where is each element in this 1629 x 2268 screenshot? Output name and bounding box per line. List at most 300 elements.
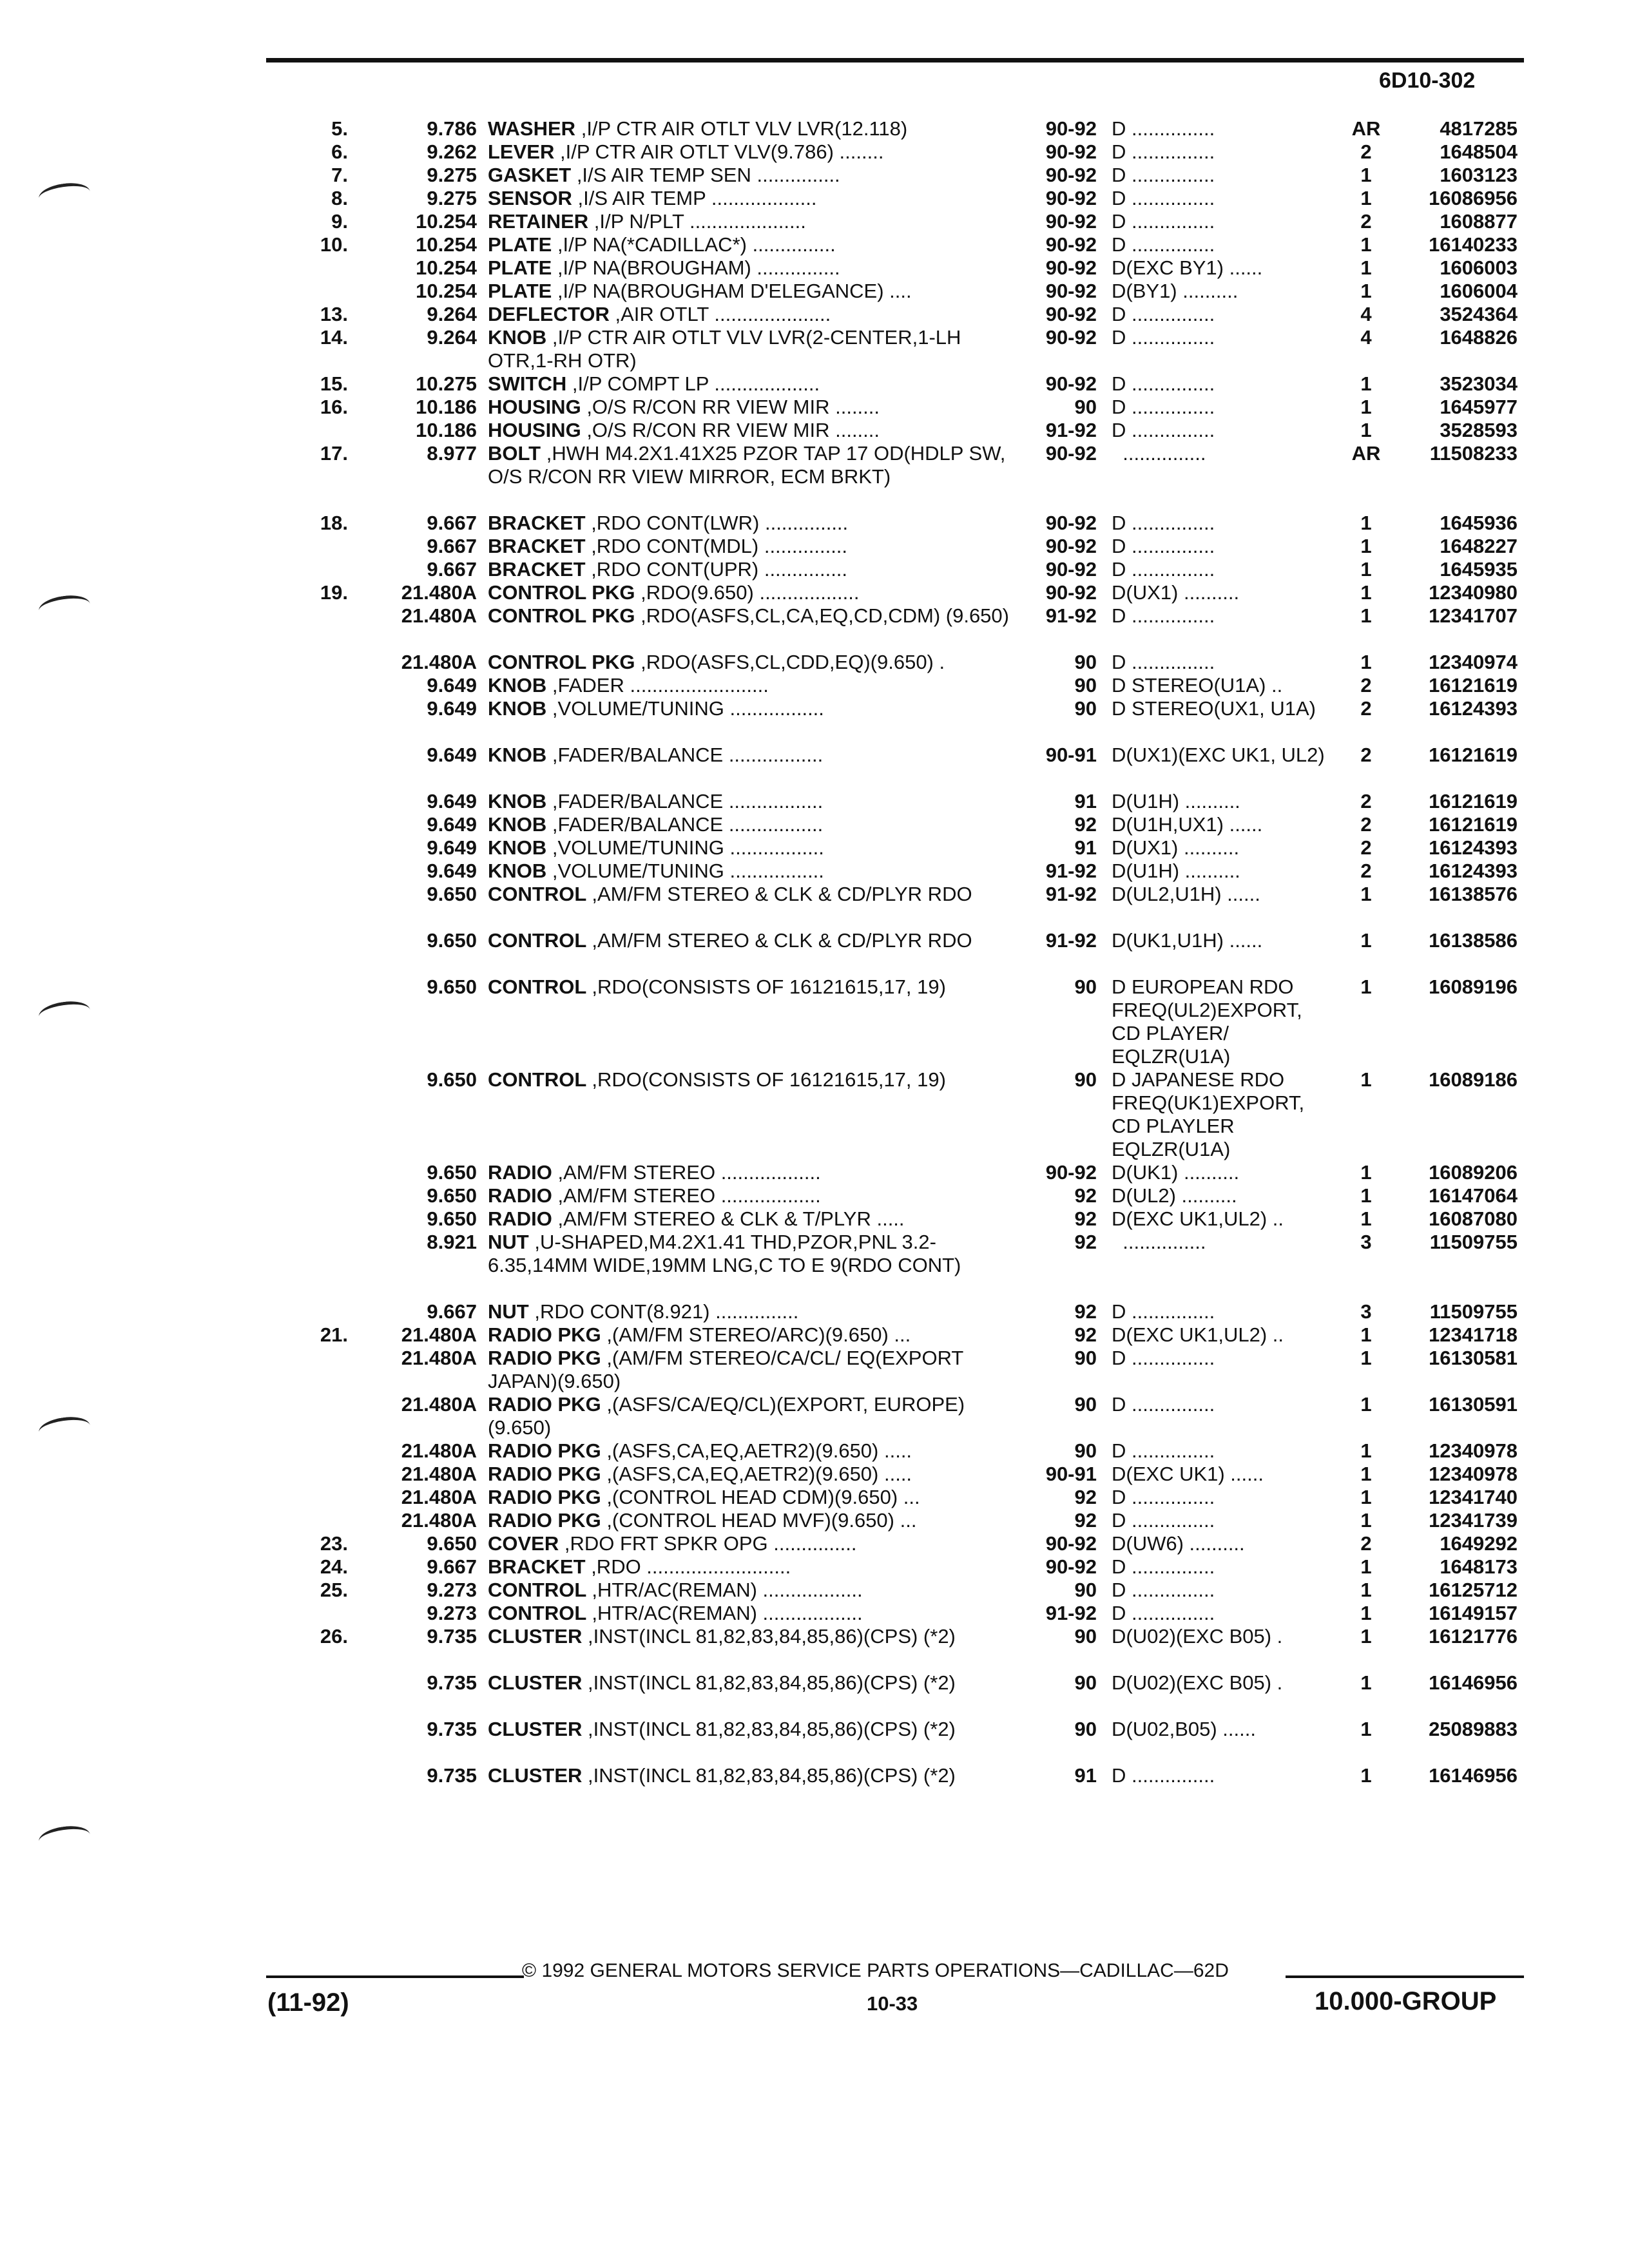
usage-code: D ............... <box>1112 419 1215 441</box>
usage-code: D ............... <box>1112 1486 1215 1508</box>
usage-code: D ............... <box>1112 396 1215 418</box>
quantity: 1 <box>1360 883 1372 905</box>
group-number: 9.275 <box>427 164 477 186</box>
part-row <box>0 1323 1629 1347</box>
part-description <box>488 558 1016 581</box>
part-detail: ,HTR/AC(REMAN) .................. <box>592 1602 863 1624</box>
part-name: GASKET <box>488 164 572 186</box>
part-description <box>488 813 1016 836</box>
quantity: 2 <box>1360 674 1372 697</box>
group-number: 9.275 <box>427 187 477 209</box>
part-name: BRACKET <box>488 1555 586 1578</box>
part-name: PLATE <box>488 233 552 256</box>
part-number: 16087080 <box>1429 1207 1518 1230</box>
group-number: 9.649 <box>427 836 477 859</box>
quantity: 2 <box>1360 744 1372 766</box>
part-detail: ,RDO FRT SPKR OPG ............... <box>564 1532 857 1555</box>
part-description <box>488 372 1016 396</box>
part-description <box>488 1300 1016 1323</box>
group-number: 21.480A <box>401 1347 477 1369</box>
model-years: 90 <box>1074 1579 1097 1601</box>
model-years: 90-92 <box>1045 117 1097 140</box>
usage-code: D ............... <box>1112 1509 1215 1532</box>
part-name: PLATE <box>488 280 552 302</box>
part-number: 16149157 <box>1429 1602 1518 1624</box>
group-number: 9.649 <box>427 674 477 697</box>
part-description <box>488 1486 1016 1509</box>
quantity: 2 <box>1360 697 1372 720</box>
group-number: 9.273 <box>427 1579 477 1601</box>
model-years: 91-92 <box>1045 604 1097 627</box>
group-number: 9.649 <box>427 790 477 812</box>
part-name: HOUSING <box>488 419 581 441</box>
group-number: 9.650 <box>427 1532 477 1555</box>
part-name: SWITCH <box>488 372 567 395</box>
model-years: 90 <box>1074 674 1097 697</box>
group-number: 9.735 <box>427 1625 477 1648</box>
part-row <box>0 233 1629 256</box>
model-years: 90 <box>1074 1393 1097 1416</box>
quantity: 1 <box>1360 1602 1372 1624</box>
part-number: 16124393 <box>1429 697 1518 720</box>
model-years: 91-92 <box>1045 929 1097 952</box>
item-number: 8. <box>331 187 348 209</box>
model-years: 92 <box>1074 1207 1097 1230</box>
item-number: 18. <box>320 512 348 534</box>
part-detail: ,O/S R/CON RR VIEW MIR ........ <box>586 396 880 418</box>
group-number: 9.667 <box>427 1300 477 1323</box>
part-name: SENSOR <box>488 187 572 209</box>
part-row <box>0 1207 1629 1231</box>
part-number: 1648826 <box>1440 326 1518 349</box>
quantity: 2 <box>1360 813 1372 836</box>
part-number: 16124393 <box>1429 836 1518 859</box>
footer-copyright: © 1992 GENERAL MOTORS SERVICE PARTS OPERATIONS—CADILLAC—62D <box>522 1960 1229 1981</box>
quantity: 1 <box>1360 1509 1372 1532</box>
usage-code: D ............... <box>1112 558 1215 581</box>
part-detail: ,AM/FM STEREO .................. <box>557 1161 821 1184</box>
usage-code: ............... <box>1112 1231 1206 1253</box>
part-detail: ,(AM/FM STEREO/ARC)(9.650) ... <box>606 1323 911 1346</box>
usage-code: D ............... <box>1112 1439 1215 1462</box>
usage-code: D ............... <box>1112 210 1215 233</box>
part-row <box>0 883 1629 929</box>
part-number: 12340978 <box>1429 1463 1518 1485</box>
part-row <box>0 581 1629 604</box>
part-detail: ,I/P CTR AIR OTLT VLV LVR(2-CENTER,1-LH OTR,1-RH OTR) <box>488 326 967 372</box>
part-detail: ,U-SHAPED,M4.2X1.41 THD,PZOR,PNL 3.2-6.35,14MM WIDE,19MM LNG,C TO E 9(RDO CONT) <box>488 1231 961 1276</box>
part-detail: ,I/S AIR TEMP SEN ............... <box>576 164 840 186</box>
part-detail: ,AM/FM STEREO & CLK & CD/PLYR RDO <box>592 883 972 905</box>
part-description <box>488 1625 1016 1648</box>
part-detail: ,O/S R/CON RR VIEW MIR ........ <box>586 419 880 441</box>
part-detail: ,INST(INCL 81,82,83,84,85,86)(CPS) (*2) <box>588 1671 956 1694</box>
quantity: 1 <box>1360 1463 1372 1485</box>
part-name: KNOB <box>488 860 547 882</box>
model-years: 92 <box>1074 813 1097 836</box>
part-name: RADIO <box>488 1207 552 1230</box>
part-number: 1649292 <box>1440 1532 1518 1555</box>
part-detail: ,(CONTROL HEAD CDM)(9.650) ... <box>606 1486 920 1508</box>
model-years: 91 <box>1074 1764 1097 1787</box>
usage-code: D ............... <box>1112 140 1215 163</box>
quantity: 1 <box>1360 558 1372 581</box>
part-name: KNOB <box>488 697 547 720</box>
usage-code: D ............... <box>1112 117 1215 140</box>
part-number: 16146956 <box>1429 1671 1518 1694</box>
part-name: BRACKET <box>488 558 586 581</box>
part-row <box>0 210 1629 233</box>
part-description <box>488 1555 1016 1579</box>
part-detail: ,HTR/AC(REMAN) .................. <box>592 1579 863 1601</box>
usage-code: D(UX1) .......... <box>1112 581 1240 604</box>
model-years: 90 <box>1074 1671 1097 1694</box>
group-number: 21.480A <box>401 581 477 604</box>
part-row <box>0 396 1629 419</box>
group-number: 9.667 <box>427 535 477 557</box>
quantity: 1 <box>1360 256 1372 279</box>
part-number: 1645935 <box>1440 558 1518 581</box>
usage-code: D ............... <box>1112 326 1215 349</box>
group-number: 10.275 <box>416 372 477 395</box>
part-number: 1645936 <box>1440 512 1518 534</box>
part-row <box>0 975 1629 1068</box>
part-name: DEFLECTOR <box>488 303 610 325</box>
part-row <box>0 1161 1629 1184</box>
usage-code: D EUROPEAN RDO FREQ(UL2)EXPORT, CD PLAYER/ EQLZR(U1A) <box>1112 975 1308 1068</box>
part-row <box>0 326 1629 372</box>
part-description <box>488 836 1016 860</box>
model-years: 91-92 <box>1045 883 1097 905</box>
part-name: NUT <box>488 1300 529 1323</box>
model-years: 90 <box>1074 651 1097 673</box>
quantity: 1 <box>1360 280 1372 302</box>
model-years: 92 <box>1074 1184 1097 1207</box>
quantity: 1 <box>1360 512 1372 534</box>
part-name: CLUSTER <box>488 1625 583 1648</box>
part-name: RADIO <box>488 1161 552 1184</box>
part-detail: ,VOLUME/TUNING ................. <box>552 836 824 859</box>
part-detail: ,RDO CONT(UPR) ............... <box>591 558 848 581</box>
group-number: 9.649 <box>427 744 477 766</box>
part-number: 16089186 <box>1429 1068 1518 1091</box>
group-number: 10.254 <box>416 256 477 279</box>
group-number: 9.650 <box>427 1184 477 1207</box>
part-row <box>0 558 1629 581</box>
part-number: 16121619 <box>1429 790 1518 812</box>
part-row <box>0 140 1629 164</box>
page-id: 6D10-302 <box>1379 68 1476 93</box>
group-number: 9.650 <box>427 929 477 952</box>
part-description <box>488 1161 1016 1184</box>
part-row <box>0 860 1629 883</box>
part-row <box>0 303 1629 326</box>
part-row <box>0 929 1629 975</box>
model-years: 90-92 <box>1045 1532 1097 1555</box>
quantity: 4 <box>1360 303 1372 325</box>
part-row <box>0 1602 1629 1625</box>
part-description <box>488 535 1016 558</box>
part-name: BRACKET <box>488 512 586 534</box>
part-description <box>488 929 1016 952</box>
quantity: 1 <box>1360 1207 1372 1230</box>
usage-code: D(EXC UK1,UL2) .. <box>1112 1323 1284 1346</box>
quantity: 1 <box>1360 1393 1372 1416</box>
part-description <box>488 1068 1016 1091</box>
model-years: 91-92 <box>1045 419 1097 441</box>
usage-code: D(UX1) .......... <box>1112 836 1240 859</box>
part-description <box>488 210 1016 233</box>
part-row <box>0 1671 1629 1718</box>
model-years: 90 <box>1074 396 1097 418</box>
part-row <box>0 419 1629 442</box>
group-number: 9.262 <box>427 140 477 163</box>
model-years: 90-91 <box>1045 744 1097 766</box>
model-years: 90-92 <box>1045 233 1097 256</box>
footer-rule <box>1286 1975 1524 1978</box>
part-detail: ,INST(INCL 81,82,83,84,85,86)(CPS) (*2) <box>588 1764 956 1787</box>
part-description <box>488 164 1016 187</box>
part-row <box>0 1718 1629 1764</box>
group-number: 10.254 <box>416 210 477 233</box>
part-detail: ,(ASFS,CA,EQ,AETR2)(9.650) ..... <box>606 1439 912 1462</box>
part-name: RADIO PKG <box>488 1486 601 1508</box>
part-row <box>0 1509 1629 1532</box>
usage-code: D ............... <box>1112 651 1215 673</box>
part-number: 1648173 <box>1440 1555 1518 1578</box>
part-name: COVER <box>488 1532 559 1555</box>
usage-code: D(EXC UK1,UL2) .. <box>1112 1207 1284 1230</box>
part-number: 16121619 <box>1429 813 1518 836</box>
group-number: 9.735 <box>427 1671 477 1694</box>
part-row <box>0 1625 1629 1671</box>
part-number: 4817285 <box>1440 117 1518 140</box>
model-years: 90-92 <box>1045 372 1097 395</box>
part-detail: ,HWH M4.2X1.41X25 PZOR TAP 17 OD(HDLP SW, O/S R/CON RR VIEW MIRROR, ECM BRKT) <box>488 442 1011 488</box>
group-number: 10.186 <box>416 396 477 418</box>
part-description <box>488 256 1016 280</box>
part-name: LEVER <box>488 140 555 163</box>
usage-code: D ............... <box>1112 1393 1215 1416</box>
part-description <box>488 1231 1016 1277</box>
group-number: 9.735 <box>427 1718 477 1740</box>
part-description <box>488 1184 1016 1207</box>
part-name: CLUSTER <box>488 1718 583 1740</box>
part-description <box>488 1347 1016 1393</box>
part-description <box>488 651 1016 674</box>
model-years: 90-92 <box>1045 140 1097 163</box>
model-years: 92 <box>1074 1231 1097 1253</box>
part-name: CONTROL PKG <box>488 651 635 673</box>
part-row <box>0 1486 1629 1509</box>
item-number: 19. <box>320 581 348 604</box>
part-name: NUT <box>488 1231 529 1253</box>
part-name: CONTROL <box>488 883 586 905</box>
model-years: 90 <box>1074 1439 1097 1462</box>
quantity: 1 <box>1360 187 1372 209</box>
usage-code: D(UW6) .......... <box>1112 1532 1245 1555</box>
part-description <box>488 303 1016 326</box>
usage-code: D(U1H) .......... <box>1112 790 1240 812</box>
quantity: 2 <box>1360 140 1372 163</box>
part-number: 12340980 <box>1429 581 1518 604</box>
quantity: 1 <box>1360 651 1372 673</box>
usage-code: D(UL2,U1H) ...... <box>1112 883 1260 905</box>
quantity: 1 <box>1360 1486 1372 1508</box>
usage-code: D(UL2) .......... <box>1112 1184 1237 1207</box>
usage-code: D ............... <box>1112 604 1215 627</box>
model-years: 92 <box>1074 1509 1097 1532</box>
part-row <box>0 256 1629 280</box>
part-description <box>488 1718 1016 1741</box>
part-description <box>488 1671 1016 1695</box>
part-name: CONTROL <box>488 975 586 998</box>
part-description <box>488 744 1016 767</box>
part-description <box>488 1393 1016 1439</box>
model-years: 90 <box>1074 1625 1097 1648</box>
part-description <box>488 975 1016 999</box>
quantity: 1 <box>1360 1625 1372 1648</box>
usage-code: D(U02,B05) ...... <box>1112 1718 1256 1740</box>
part-detail: ,RDO(ASFS,CL,CA,EQ,CD,CDM) (9.650) <box>641 604 1009 627</box>
usage-code: D ............... <box>1112 1347 1215 1369</box>
usage-code: D ............... <box>1112 1300 1215 1323</box>
model-years: 90-92 <box>1045 326 1097 349</box>
group-number: 8.977 <box>427 442 477 465</box>
part-number: 16121619 <box>1429 744 1518 766</box>
part-number: 11509755 <box>1429 1231 1518 1253</box>
part-detail: ,FADER/BALANCE ................. <box>552 790 824 812</box>
quantity: 1 <box>1360 396 1372 418</box>
part-description <box>488 860 1016 883</box>
usage-code: D ............... <box>1112 535 1215 557</box>
usage-code: D ............... <box>1112 372 1215 395</box>
usage-code: D(U1H) .......... <box>1112 860 1240 882</box>
part-row <box>0 372 1629 396</box>
item-number: 25. <box>320 1579 348 1601</box>
part-row <box>0 1184 1629 1207</box>
part-number: 12340978 <box>1429 1439 1518 1462</box>
part-row <box>0 1439 1629 1463</box>
part-row <box>0 1068 1629 1161</box>
part-row <box>0 674 1629 697</box>
part-number: 16121776 <box>1429 1625 1518 1648</box>
header-rule <box>266 58 1524 62</box>
usage-code: D ............... <box>1112 303 1215 325</box>
part-detail: ,I/P NA(*CADILLAC*) ............... <box>557 233 836 256</box>
part-number: 1608877 <box>1440 210 1518 233</box>
usage-code: ............... <box>1112 442 1206 465</box>
part-name: KNOB <box>488 836 547 859</box>
part-detail: ,RDO CONT(MDL) ............... <box>591 535 848 557</box>
part-number: 1606004 <box>1440 280 1518 302</box>
quantity: 1 <box>1360 1764 1372 1787</box>
usage-code: D ............... <box>1112 233 1215 256</box>
model-years: 90 <box>1074 975 1097 998</box>
group-number: 9.649 <box>427 813 477 836</box>
part-description <box>488 512 1016 535</box>
quantity: 1 <box>1360 1068 1372 1091</box>
quantity: 2 <box>1360 790 1372 812</box>
model-years: 90-92 <box>1045 512 1097 534</box>
part-row <box>0 187 1629 210</box>
part-description <box>488 442 1016 488</box>
part-description <box>488 117 1016 140</box>
group-number: 9.649 <box>427 697 477 720</box>
model-years: 90-92 <box>1045 164 1097 186</box>
model-years: 90-92 <box>1045 581 1097 604</box>
quantity: 1 <box>1360 929 1372 952</box>
part-description <box>488 883 1016 906</box>
part-detail: ,RDO(ASFS,CL,CDD,EQ)(9.650) . <box>641 651 945 673</box>
part-row <box>0 442 1629 512</box>
item-number: 21. <box>320 1323 348 1346</box>
group-number: 10.254 <box>416 280 477 302</box>
part-name: WASHER <box>488 117 576 140</box>
quantity: 1 <box>1360 604 1372 627</box>
part-row <box>0 1393 1629 1439</box>
part-detail: ,FADER/BALANCE ................. <box>552 813 824 836</box>
usage-code: D(U1H,UX1) ...... <box>1112 813 1263 836</box>
model-years: 92 <box>1074 1486 1097 1508</box>
part-detail: ,AM/FM STEREO & CLK & CD/PLYR RDO <box>592 929 972 952</box>
part-number: 12340974 <box>1429 651 1518 673</box>
part-detail: ,I/S AIR TEMP ................... <box>577 187 817 209</box>
model-years: 90-92 <box>1045 303 1097 325</box>
quantity: 1 <box>1360 1718 1372 1740</box>
part-row <box>0 1231 1629 1300</box>
scan-mark <box>37 1823 92 1853</box>
part-number: 16147064 <box>1429 1184 1518 1207</box>
part-description <box>488 1463 1016 1486</box>
part-number: 16125712 <box>1429 1579 1518 1601</box>
part-description <box>488 1207 1016 1231</box>
quantity: 1 <box>1360 1323 1372 1346</box>
quantity: 2 <box>1360 1532 1372 1555</box>
part-name: CONTROL PKG <box>488 581 635 604</box>
part-description <box>488 581 1016 604</box>
part-detail: ,VOLUME/TUNING ................. <box>552 697 824 720</box>
group-number: 9.786 <box>427 117 477 140</box>
part-number: 12341739 <box>1429 1509 1518 1532</box>
usage-code: D ............... <box>1112 512 1215 534</box>
part-name: PLATE <box>488 256 552 279</box>
part-detail: ,RDO(9.650) .................. <box>641 581 860 604</box>
model-years: 90 <box>1074 1718 1097 1740</box>
part-description <box>488 1579 1016 1602</box>
part-detail: ,(AM/FM STEREO/CA/CL/ EQ(EXPORT JAPAN)(9.650) <box>488 1347 969 1392</box>
part-row <box>0 813 1629 836</box>
model-years: 90-92 <box>1045 442 1097 465</box>
part-description <box>488 1509 1016 1532</box>
model-years: 92 <box>1074 1300 1097 1323</box>
part-number: 16086956 <box>1429 187 1518 209</box>
part-detail: ,RDO CONT(8.921) ............... <box>534 1300 799 1323</box>
part-detail: ,AIR OTLT ..................... <box>615 303 831 325</box>
part-name: HOUSING <box>488 396 581 418</box>
footer-date-code: (11-92) <box>267 1988 349 2017</box>
part-description <box>488 697 1016 720</box>
part-detail: ,INST(INCL 81,82,83,84,85,86)(CPS) (*2) <box>588 1718 956 1740</box>
part-name: CONTROL <box>488 1579 586 1601</box>
part-number: 11508233 <box>1429 442 1518 465</box>
item-number: 7. <box>331 164 348 186</box>
usage-code: D ............... <box>1112 1555 1215 1578</box>
part-row <box>0 164 1629 187</box>
model-years: 90-91 <box>1045 1463 1097 1485</box>
group-number: 9.650 <box>427 883 477 905</box>
quantity: 2 <box>1360 860 1372 882</box>
